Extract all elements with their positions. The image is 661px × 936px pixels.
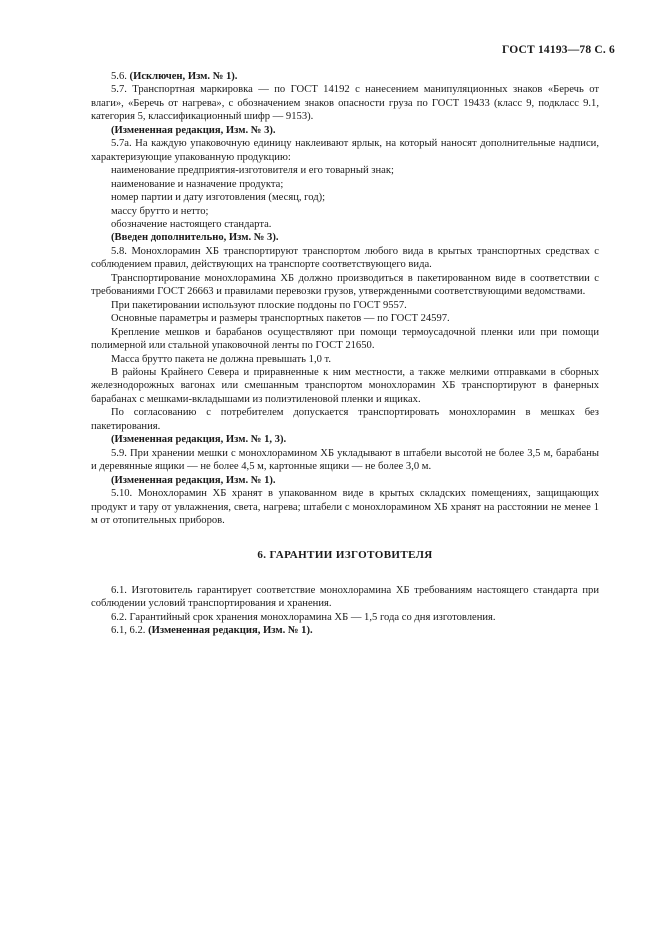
amendment-note: (Измененная редакция, Изм. № 1, 3). bbox=[111, 434, 287, 446]
clause-5-9: 5.9. При хранении мешки с монохлорамином ХБ укладывают в штабели высотой не более 3,5 м, барабаны и деревянные ящики — не более 4,5 м, картонные ящики — не более 3,0 м. bbox=[91, 447, 599, 473]
clause-5-7a: 5.7а. На каждую упаковочную единицу наклеивают ярлык, на который наносят дополнительные надписи, характеризующие упакованную продукцию: bbox=[91, 138, 599, 163]
amendment-note: (Измененная редакция, Изм. № 1). bbox=[148, 625, 313, 637]
clause-5-6 bbox=[91, 70, 599, 83]
clause-6-1-6-2 bbox=[91, 624, 599, 637]
list-item: наименование предприятия-изготовителя и его товарный знак; bbox=[111, 165, 394, 177]
clause-number: 6.1, 6.2. bbox=[111, 625, 146, 637]
amendment-note: (Исключен, Изм. № 1). bbox=[129, 71, 238, 82]
list-item: обозначение настоящего стандарта. bbox=[111, 218, 272, 230]
clause-number: 5.6. bbox=[111, 71, 127, 82]
paragraph: Крепление мешков и барабанов осуществляют при помощи термоусадочной пленки или при помощи полимерной или стальной упаковочной ленты по ГОСТ 21650. bbox=[91, 326, 599, 352]
paragraph: Транспортирование монохлорамина ХБ должно производиться в пакетированном виде в соответствии с требованиями ГОСТ 26663 и правилами перевозки грузов, утвержденными соответствующими ведомствами. bbox=[91, 272, 599, 298]
amendment-note: (Введен дополнительно, Изм. № 3). bbox=[111, 232, 279, 244]
list-item: наименование и назначение продукта; bbox=[111, 178, 284, 190]
clause-6-1: 6.1. Изготовитель гарантирует соответствие монохлорамина ХБ требованиям настоящего стандарта при соблюдении условий транспортирования и хранения. bbox=[91, 584, 599, 610]
paragraph: Основные параметры и размеры транспортных пакетов — по ГОСТ 24597. bbox=[111, 313, 450, 325]
section-heading: 6. ГАРАНТИИ ИЗГОТОВИТЕЛЯ bbox=[257, 549, 433, 562]
clause-5-8: 5.8. Монохлорамин ХБ транспортируют транспортом любого вида в крытых транспортных средствах с соблюдением правил, действующих на транспорте соответствующего вида. bbox=[91, 245, 599, 271]
paragraph: При пакетировании используют плоские поддоны по ГОСТ 9557. bbox=[111, 299, 407, 311]
clause-5-10: 5.10. Монохлорамин ХБ хранят в упакованном виде в крытых складских помещениях, защищающих продукт и тару от увлажнения, света, нагрева; штабели с монохлорамином ХБ хранят на расстоянии не менее 1 м от отопительных приборов. bbox=[91, 488, 599, 526]
clause-6-2: 6.2. Гарантийный срок хранения монохлорамина ХБ — 1,5 года со дня изготовления. bbox=[111, 611, 496, 623]
amendment-note: (Измененная редакция, Изм. № 3). bbox=[111, 124, 276, 136]
page-header: ГОСТ 14193—78 С. 6 bbox=[502, 44, 615, 56]
document-body bbox=[91, 70, 599, 638]
paragraph: Масса брутто пакета не должна превышать 1,0 т. bbox=[111, 353, 332, 365]
list-item: номер партии и дату изготовления (месяц, год); bbox=[111, 192, 326, 204]
paragraph: По согласованию с потребителем допускается транспортировать монохлорамин в мешках без пакетирования. bbox=[91, 407, 599, 432]
paragraph: В районы Крайнего Севера и приравненные к ним местности, а также мелкими отправками в сборных железнодорожных вагонах или смешанным транспортом монохлорамин ХБ транспортируют в фанерных барабанах с мешками-вкладышами из полиэтиленовой пленки и ящиках. bbox=[91, 366, 599, 405]
list-item: массу брутто и нетто; bbox=[111, 205, 209, 217]
clause-5-7: 5.7. Транспортная маркировка — по ГОСТ 14192 с нанесением манипуляционных знаков «Беречь от влаги», «Беречь от нагрева», с обозначением знаков опасности груза по ГОСТ 19433 (класс 9, подкласс 9.1, категория 5, классификационный шифр — 9153). bbox=[91, 84, 599, 123]
amendment-note: (Измененная редакция, Изм. № 1). bbox=[111, 474, 276, 486]
